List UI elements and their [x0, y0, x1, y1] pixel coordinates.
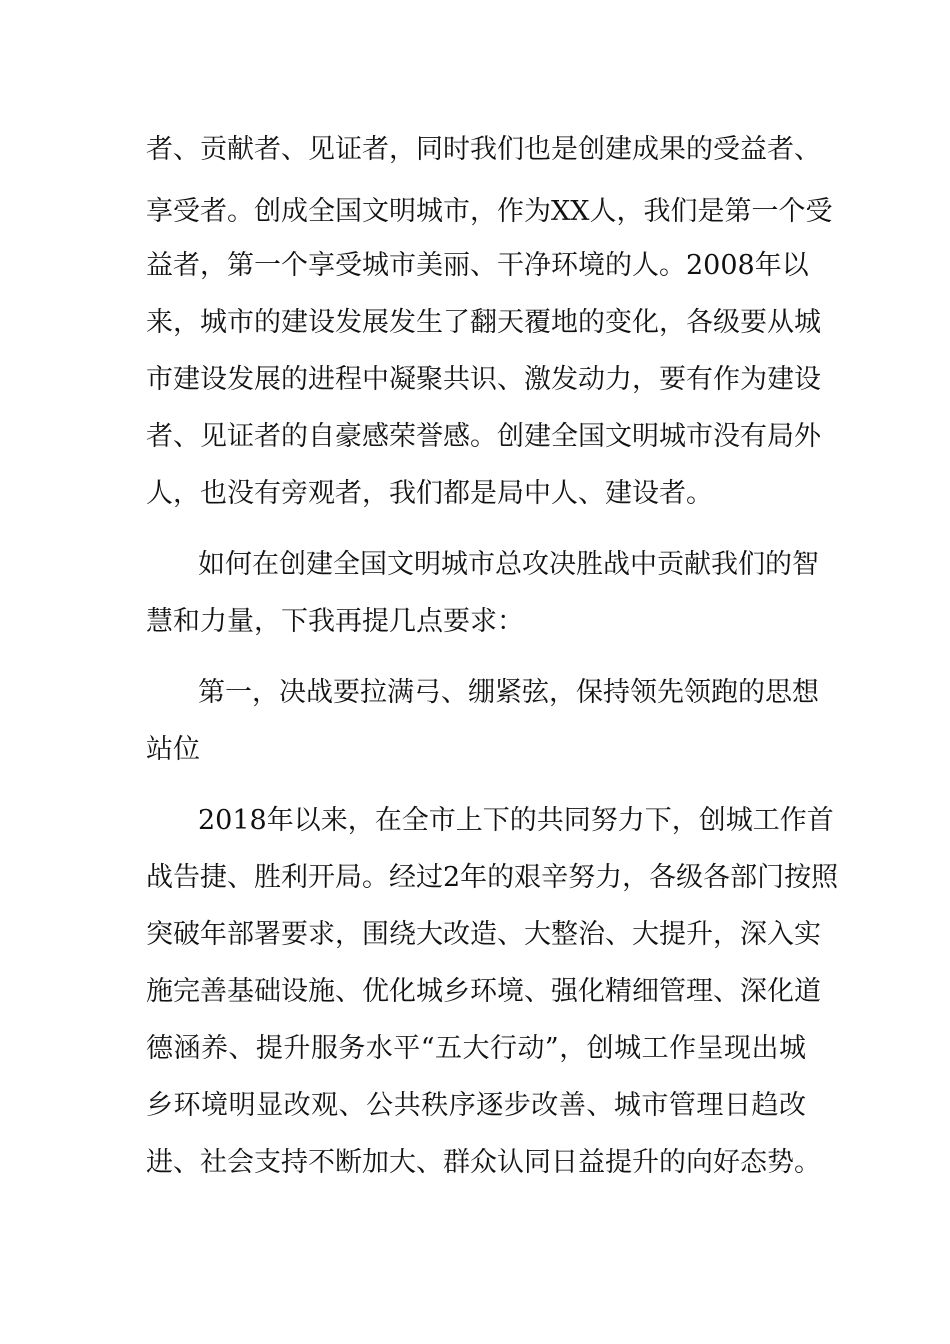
text-line: 第一，决战要拉满弓、绷紧弦，保持领先领跑的思想: [198, 677, 819, 708]
text-line: 市建设发展的进程中凝聚共识、激发动力，要有作为建设: [146, 364, 821, 395]
text-line: 来，城市的建设发展发生了翻天覆地的变化，各级要从城: [146, 307, 821, 338]
text-line: 人，也没有旁观者，我们都是局中人、建设者。: [146, 478, 713, 509]
text-line: 突破年部署要求，围绕大改造、大整治、大提升，深入实: [146, 919, 821, 950]
text-line: 乡环境明显改观、公共秩序逐步改善、城市管理日趋改: [146, 1090, 806, 1121]
text-line: 德涵养、提升服务水平“五大行动”，创城工作呈现出城: [146, 1033, 806, 1064]
text-line: 者、贡献者、见证者，同时我们也是创建成果的受益者、: [146, 134, 821, 165]
text-line: 益者，第一个享受城市美丽、干净环境的人。2008年以: [146, 250, 809, 281]
text-line: 如何在创建全国文明城市总攻决胜战中贡献我们的智: [198, 549, 819, 580]
text-line: 享受者。创成全国文明城市，作为XX人，我们是第一个受: [146, 196, 833, 227]
text-line: 慧和力量，下我再提几点要求：: [146, 606, 524, 637]
text-line: 站位: [146, 734, 200, 765]
text-line: 战告捷、胜利开局。经过2年的艰辛努力，各级各部门按照: [146, 862, 839, 893]
text-line: 进、社会支持不断加大、群众认同日益提升的向好态势。: [146, 1147, 821, 1178]
text-line: 者、见证者的自豪感荣誉感。创建全国文明城市没有局外: [146, 421, 821, 452]
text-line: 施完善基础设施、优化城乡环境、强化精细管理、深化道: [146, 976, 821, 1007]
text-line: 2018年以来，在全市上下的共同努力下，创城工作首: [198, 805, 834, 836]
